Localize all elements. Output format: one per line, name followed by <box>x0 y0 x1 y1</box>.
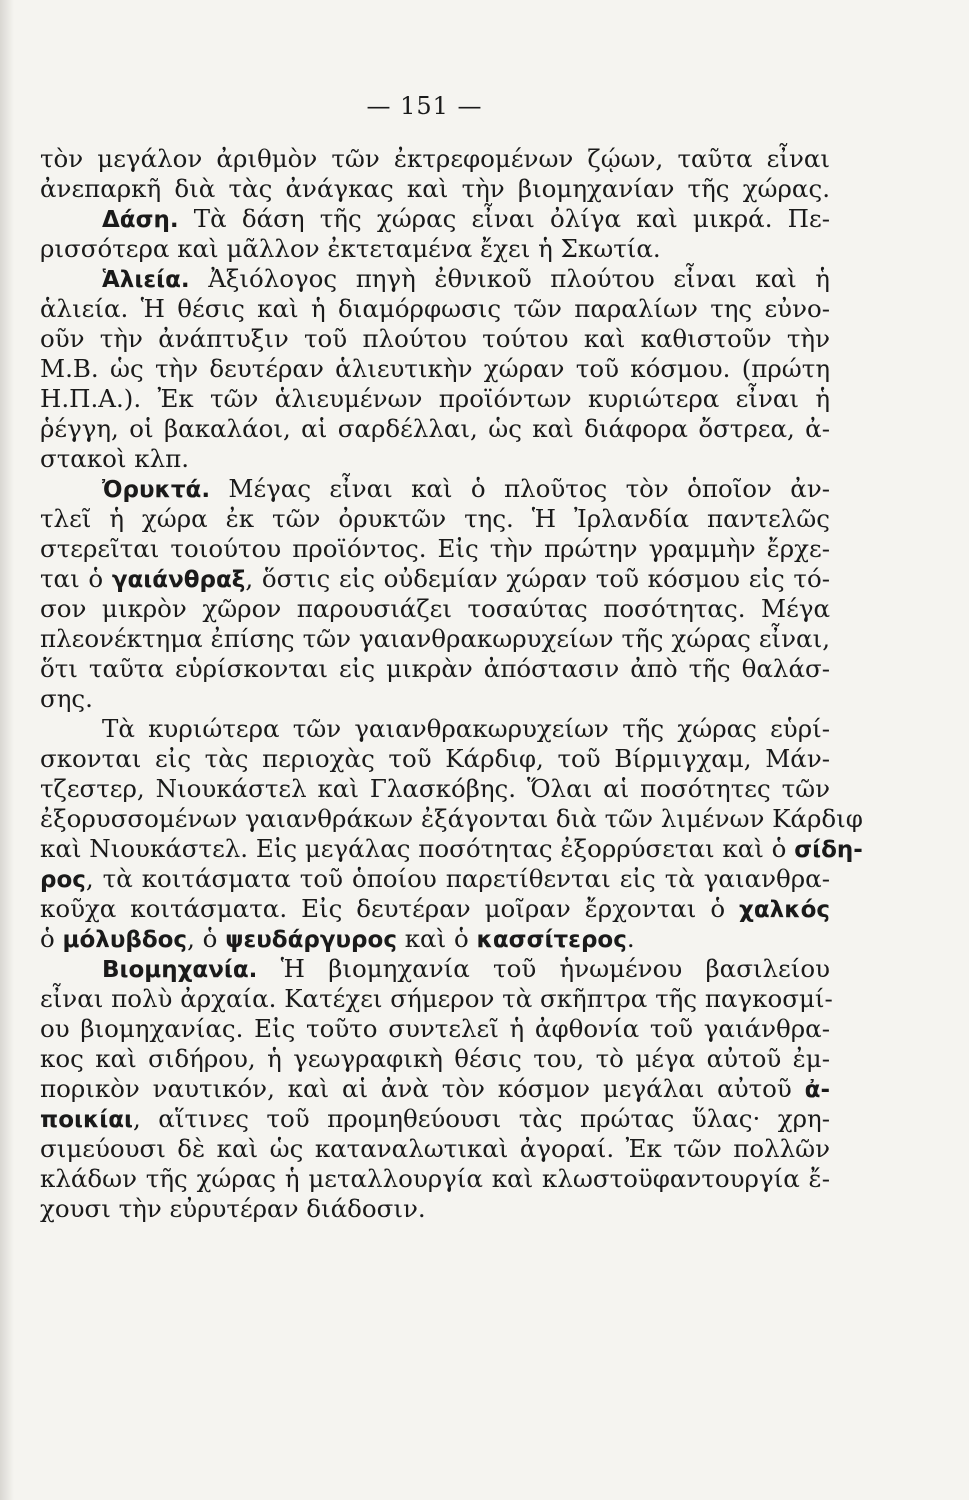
text-line <box>40 414 830 444</box>
text-line <box>40 1074 830 1104</box>
bold-term: ψευδάργυρος <box>225 927 397 953</box>
line-text: ἐξορυσσομένων γαιανθράκων ἐξάγονται διὰ τῶν λιμένων Κάρδιφ <box>40 804 863 833</box>
line-text: τλεῖ ἡ χώρα ἐκ τῶν ὀρυκτῶν της. Ἡ Ἰρλανδία παντελῶς <box>40 504 830 533</box>
section-heading: Ἁλιεία. <box>102 267 190 293</box>
line-text: Τὰ κυριώτερα τῶν γαιανθρακωρυχείων τῆς χώρας εὑρί- <box>102 714 830 743</box>
line-text: ῥέγγη, οἱ βακαλάοι, αἱ σαρδέλλαι, ὡς καὶ διάφορα ὄστρεα, ἀ- <box>40 414 830 443</box>
text-line <box>40 174 830 204</box>
line-text: χουσι τὴν εὐρυτέραν διάδοσιν. <box>40 1194 426 1223</box>
line-text: Ἀξιόλογος πηγὴ ἐθνικοῦ πλούτου εἶναι καὶ ἡ <box>189 264 830 293</box>
line-text: τζεστερ, Νιουκάστελ καὶ Γλασκόβης. Ὅλαι αἱ ποσότητες τῶν <box>40 774 830 803</box>
text-line <box>40 654 830 684</box>
section-heading: Ὀρυκτά. <box>102 477 211 503</box>
bold-term: κασσίτερος <box>476 927 627 953</box>
line-text: Τὰ δάση τῆς χώρας εἶναι ὀλίγα καὶ μικρά. Πε- <box>178 204 830 233</box>
line-text: σης. <box>40 684 93 713</box>
text-line <box>40 144 830 174</box>
line-text: πορικὸν ναυτικόν, καὶ αἱ ἀνὰ τὸν κόσμον μεγάλαι αὐτοῦ <box>40 1074 805 1103</box>
line-text: , ὅστις εἰς οὐδεμίαν χώραν τοῦ κόσμου εἰς τό- <box>245 564 830 593</box>
text-line <box>40 1194 830 1224</box>
text-line <box>40 384 830 414</box>
bold-term: γαιάνθραξ <box>111 567 246 593</box>
line-text: Μέγας εἶναι καὶ ὁ πλοῦτος τὸν ὁποῖον ἀν- <box>210 474 830 503</box>
section-heading: Δάση. <box>102 207 179 233</box>
section-heading: Βιομηχανία. <box>102 957 258 983</box>
line-text: Ἡ βιομηχανία τοῦ ἡνωμένου βασιλείου <box>257 954 830 983</box>
text-line <box>40 774 830 804</box>
text-line <box>40 684 830 714</box>
text-line <box>40 324 830 354</box>
text-line <box>40 714 830 744</box>
line-text: καὶ ὁ <box>396 924 477 953</box>
line-text: κοῦχα κοιτάσματα. Εἰς δευτέραν μοῖραν ἔρχονται ὁ <box>40 894 740 923</box>
line-text: ὅτι ταῦτα εὑρίσκονται εἰς μικρὰν ἀπόστασιν ἀπὸ τῆς θαλάσ- <box>40 654 830 683</box>
line-text: οῦν τὴν ἀνάπτυξιν τοῦ πλούτου τούτου καὶ καθιστοῦν τὴν <box>40 324 830 353</box>
text-line <box>40 204 830 234</box>
line-text: Η.Π.Α.). Ἐκ τῶν ἁλιευμένων προϊόντων κυριώτερα εἶναι ἡ <box>40 384 830 413</box>
line-text: ὁ <box>40 924 63 953</box>
text-line <box>40 1014 830 1044</box>
text-line <box>40 744 830 774</box>
line-text: καὶ Νιουκάστελ. Εἰς μεγάλας ποσότητας ἐξορρύσεται καὶ ὁ <box>40 834 795 863</box>
bold-term: σίδη- <box>794 837 863 863</box>
text-line <box>40 1134 830 1164</box>
line-text: σιμεύουσι δὲ καὶ ὡς καταναλωτικαὶ ἀγοραί. Ἐκ τῶν πολλῶν <box>40 1134 830 1163</box>
bold-term: ἀ- <box>804 1077 830 1103</box>
text-line <box>40 864 830 894</box>
line-text: Μ.Β. ὡς τὴν δευτέραν ἁλιευτικὴν χώραν τοῦ κόσμου. (πρώτη <box>40 354 830 383</box>
text-line <box>40 624 830 654</box>
line-text: ται ὁ <box>40 564 112 593</box>
text-line <box>40 834 863 864</box>
line-text: πλεονέκτημα ἐπίσης τῶν γαιανθρακωρυχείων τῆς χώρας εἶναι, <box>40 624 830 653</box>
line-text: σκονται εἰς τὰς περιοχὰς τοῦ Κάρδιφ, τοῦ Βίρμιγχαμ, Μάν- <box>40 744 830 773</box>
text-line <box>40 594 830 624</box>
text-line <box>40 1164 830 1194</box>
line-text: στακοὶ κλπ. <box>40 444 190 473</box>
text-line <box>40 354 830 384</box>
text-line <box>40 474 830 504</box>
text-line <box>40 1044 830 1074</box>
line-text: ἀνεπαρκῆ διὰ τὰς ἀνάγκας καὶ τὴν βιομηχανίαν τῆς χώρας. <box>40 174 830 203</box>
line-text: κος καὶ σιδήρου, ἡ γεωγραφικὴ θέσις του, τὸ μέγα αὐτοῦ ἐμ- <box>40 1044 830 1073</box>
body-text <box>40 144 863 1224</box>
line-text: ἁλιεία. Ἡ θέσις καὶ ἡ διαμόρφωσις τῶν παραλίων της εὐνο- <box>40 294 830 323</box>
line-text: , τὰ κοιτάσματα τοῦ ὁποίου παρετίθενται εἰς τὰ γαιανθρα- <box>85 864 830 893</box>
line-text: , αἵτινες τοῦ προμηθεύουσι τὰς πρώτας ὕλας· χρη- <box>133 1104 830 1133</box>
text-line <box>40 1104 830 1134</box>
text-line <box>40 264 830 294</box>
text-line <box>40 504 830 534</box>
text-line <box>40 534 830 564</box>
page-gutter-shadow <box>0 0 14 1500</box>
text-line <box>40 294 830 324</box>
text-line <box>40 804 863 834</box>
line-text: ρισσότερα καὶ μᾶλλον ἐκτεταμένα ἔχει ἡ Σκωτία. <box>40 234 661 263</box>
text-line <box>40 954 830 984</box>
text-line <box>40 894 830 924</box>
bold-term: ποικίαι <box>40 1107 134 1133</box>
bold-term: ρος <box>40 867 86 893</box>
bold-term: χαλκός <box>739 897 830 923</box>
line-text: εἶναι πολὺ ἀρχαία. Κατέχει σήμερον τὰ σκῆπτρα τῆς παγκοσμί- <box>40 984 833 1013</box>
line-text: σον μικρὸν χῶρον παρουσιάζει τοσαύτας ποσότητας. Μέγα <box>40 594 830 623</box>
text-line <box>40 444 830 474</box>
text-line <box>40 924 830 954</box>
line-text: ου βιομηχανίας. Εἰς τοῦτο συντελεῖ ἡ ἀφθονία τοῦ γαιάνθρα- <box>40 1014 830 1043</box>
line-text: , ὁ <box>187 924 226 953</box>
line-text: τὸν μεγάλον ἀριθμὸν τῶν ἐκτρεφομένων ζῴων, ταῦτα εἶναι <box>40 144 830 173</box>
line-text: στερεῖται τοιούτου προϊόντος. Εἰς τὴν πρώτην γραμμὴν ἔρχε- <box>40 534 830 563</box>
text-line <box>40 564 830 594</box>
bold-term: μόλυβδος <box>62 927 188 953</box>
page-number: — 151 — <box>366 92 483 120</box>
text-line <box>40 984 833 1014</box>
line-text: . <box>626 924 635 953</box>
text-line <box>40 234 830 264</box>
line-text: κλάδων τῆς χώρας ἡ μεταλλουργία καὶ κλωστοϋφαντουργία ἔ- <box>40 1164 830 1193</box>
